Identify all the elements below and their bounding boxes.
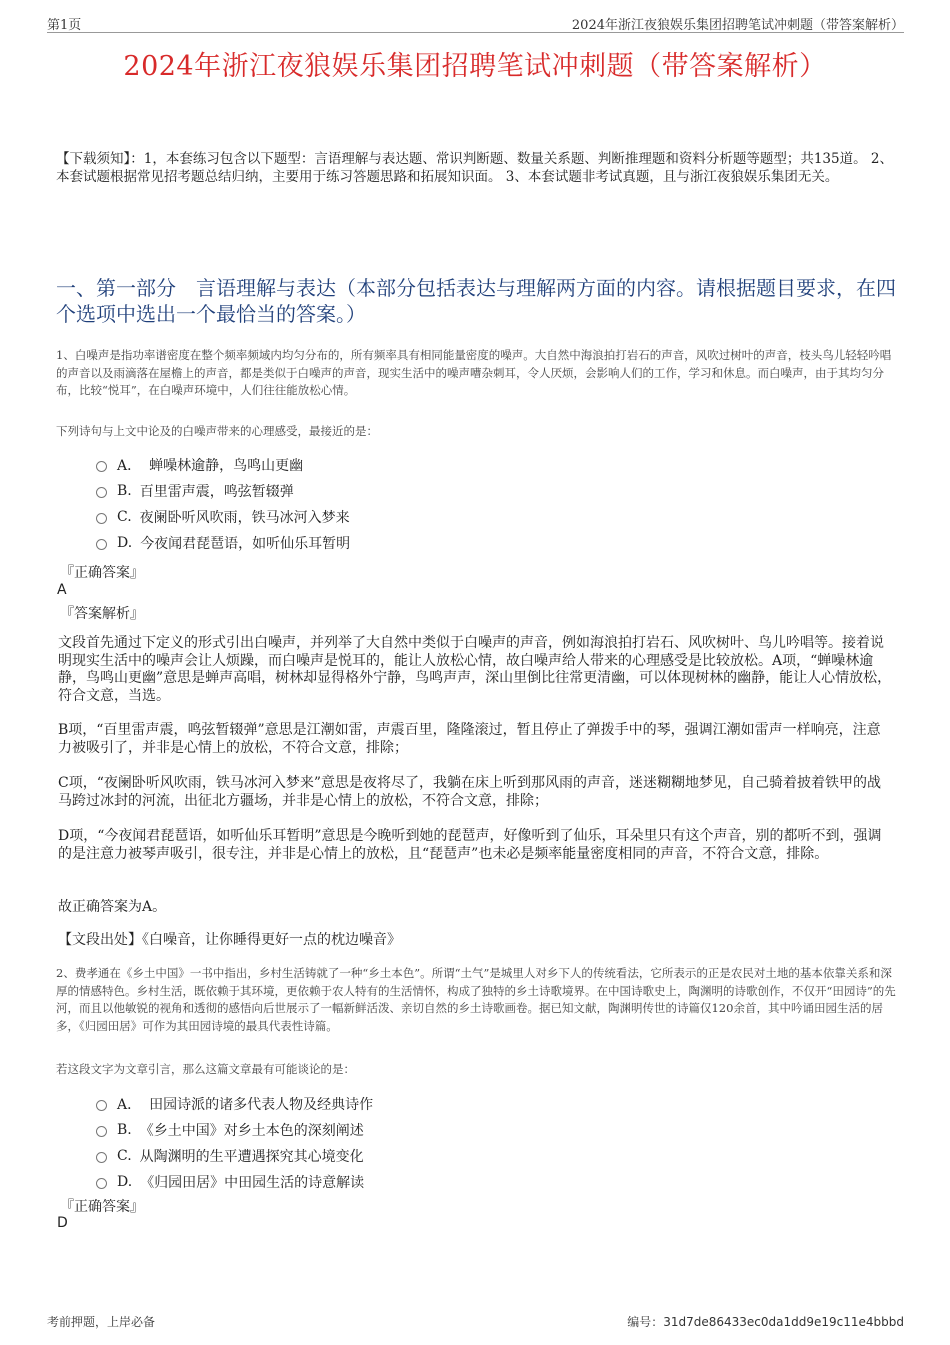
- header-doc-title: 2024年浙江夜狼娱乐集团招聘笔试冲刺题（带答案解析）: [571, 18, 904, 33]
- section-heading: 一、第一部分 言语理解与表达（本部分包括表达与理解两方面的内容。请根据题目要求，在四个选项中选出一个最恰当的答案。）: [56, 276, 896, 326]
- analysis-conclusion: 故正确答案为A。: [58, 899, 167, 915]
- radio-icon[interactable]: [96, 513, 107, 524]
- radio-icon[interactable]: [96, 1100, 107, 1111]
- option-d[interactable]: D. 《归园田居》中田园生活的诗意解读: [96, 1169, 696, 1195]
- question-2-prompt: 若这段文字为文章引言，那么这篇文章最有可能谈论的是：: [56, 1062, 355, 1076]
- analysis-paragraph: B项，“百里雷声震，鸣弦暂辍弹”意思是江潮如雷，声震百里，隆隆滚过，暂且停止了弹拨手中的琴，强调江潮如雷声一样响亮，注意力被吸引了，并非是心情上的放松，不符合文意，排除；: [58, 722, 881, 756]
- option-text: 从陶渊明的生平遭遇探究其心境变化: [139, 1149, 364, 1165]
- download-notice: 【下载须知】：1，本套练习包含以下题型：言语理解与表达题、常识判断题、数量关系题、判断推理题和资料分析题等题型；共135道。 2、本套试题根据常见招考题总结归纳，主要用于练习答题思路和拓展知识面。 3、本套试题非考试真题，且与浙江夜狼娱乐集团无关。: [56, 151, 893, 185]
- footer-code: 编号：31d7de86433ec0da1dd9e19c11e4bbbd: [627, 1315, 904, 1329]
- radio-icon[interactable]: [96, 539, 107, 550]
- page-header: [47, 12, 904, 33]
- question-1-prompt: 下列诗句与上文中论及的白噪声带来的心理感受，最接近的是：: [56, 424, 378, 438]
- option-c[interactable]: C. 从陶渊明的生平遭遇探究其心境变化: [96, 1143, 696, 1169]
- page-footer: [47, 1313, 904, 1333]
- question-1-options: [96, 452, 696, 556]
- option-a[interactable]: A． 蝉噪林逾静，鸟鸣山更幽: [96, 452, 696, 478]
- radio-icon[interactable]: [96, 487, 107, 498]
- question-2-stem: 2、费孝通在《乡土中国》一书中指出，乡村生活铸就了一种“乡土本色”。所谓“土气”是城里人对乡下人的传统看法，它所表示的正是农民对土地的基本依靠关系和深厚的情感特色。乡村生活，既依赖于其环境，更依赖于农人特有的生活情怀，构成了独特的乡土诗歌境界。在中国诗歌史上，陶渊明的诗歌创作，不仅开“田园诗”的先河，而且以他敏锐的视角和透彻的感悟向后世展示了一幅新鲜活泼、亲切自然的乡土诗歌画卷。据已知文献，陶渊明传世的诗篇仅120余首，其中吟诵田园生活的居多，《归园田居》可作为其田园诗境的最具代表性诗篇。: [56, 966, 896, 1033]
- option-b[interactable]: B. 百里雷声震，鸣弦暂辍弹: [96, 478, 696, 504]
- radio-icon[interactable]: [96, 461, 107, 472]
- radio-icon[interactable]: [96, 1178, 107, 1189]
- correct-answer-label: 『正确答案』: [60, 1199, 144, 1215]
- page-number: 第1页: [47, 18, 82, 33]
- option-d[interactable]: D. 今夜闻君琵琶语，如听仙乐耳暂明: [96, 530, 696, 556]
- option-text: 《乡土中国》对乡土本色的深刻阐述: [139, 1123, 364, 1139]
- option-b[interactable]: B. 《乡土中国》对乡土本色的深刻阐述: [96, 1117, 696, 1143]
- option-text: 田园诗派的诸多代表人物及经典诗作: [149, 1097, 374, 1113]
- footer-slogan: 考前押题，上岸必备: [47, 1315, 156, 1329]
- correct-answer: D: [57, 1215, 68, 1231]
- option-text: 今夜闻君琵琶语，如听仙乐耳暂明: [140, 536, 351, 552]
- question-2-options: [96, 1091, 696, 1195]
- radio-icon[interactable]: [96, 1126, 107, 1137]
- radio-icon[interactable]: [96, 1152, 107, 1163]
- question-1-stem: 1、白噪声是指功率谱密度在整个频率频域内均匀分布的，所有频率具有相同能量密度的噪声。大自然中海浪拍打岩石的声音，风吹过树叶的声音，枝头鸟儿轻轻吟唱的声音以及雨滴落在屋檐上的声音，都是类似于白噪声的声音，现实生活中的噪声嘈杂刺耳，令人厌烦，会影响人们的工作，学习和休息。而白噪声，由于其均匀分布，比较“悦耳”，在白噪声环境中，人们往往能放松心情。: [56, 348, 892, 397]
- correct-answer: A: [57, 582, 67, 598]
- option-text: 《归园田居》中田园生活的诗意解读: [140, 1175, 365, 1191]
- option-text: 夜阑卧听风吹雨，铁马冰河入梦来: [139, 510, 350, 526]
- option-text: 百里雷声震，鸣弦暂辍弹: [139, 484, 294, 500]
- analysis-paragraph: 文段首先通过下定义的形式引出白噪声，并列举了大自然中类似于白噪声的声音，例如海浪拍打岩石、风吹树叶、鸟儿吟唱等。接着说明现实生活中的噪声会让人烦躁，而白噪声是悦耳的，能让人放松心情，故白噪声给人带来的心理感受是比较放松。A项，“蝉噪林逾静，鸟鸣山更幽”意思是蝉声高唱，树林却显得格外宁静，鸟鸣声声，深山里倒比往常更清幽，可以体现树林的幽静，能让人心情放松，符合文意，当选。: [58, 635, 892, 704]
- document-title: 2024年浙江夜狼娱乐集团招聘笔试冲刺题（带答案解析）: [123, 51, 827, 82]
- source-citation: 【文段出处】《白噪音，让你睡得更好一点的枕边噪音》: [58, 932, 401, 948]
- option-a[interactable]: A． 田园诗派的诸多代表人物及经典诗作: [96, 1091, 696, 1117]
- option-text: 蝉噪林逾静，鸟鸣山更幽: [149, 458, 304, 474]
- analysis-paragraph: C项，“夜阑卧听风吹雨，铁马冰河入梦来”意思是夜将尽了，我躺在床上听到那风雨的声音，迷迷糊糊地梦见，自己骑着披着铁甲的战马跨过冰封的河流，出征北方疆场，并非是心情上的放松，不符合文意，排除；: [58, 775, 882, 809]
- option-c[interactable]: C. 夜阑卧听风吹雨，铁马冰河入梦来: [96, 504, 696, 530]
- analysis-paragraph: D项，“今夜闻君琵琶语，如听仙乐耳暂明”意思是今晚听到她的琵琶声，好像听到了仙乐，耳朵里只有这个声音，别的都听不到，强调的是注意力被琴声吸引，很专注，并非是心情上的放松，且“琵琶声”也未必是频率能量密度相同的声音，不符合文意，排除。: [58, 828, 882, 862]
- analysis-label: 『答案解析』: [60, 606, 144, 622]
- correct-answer-label: 『正确答案』: [60, 565, 144, 581]
